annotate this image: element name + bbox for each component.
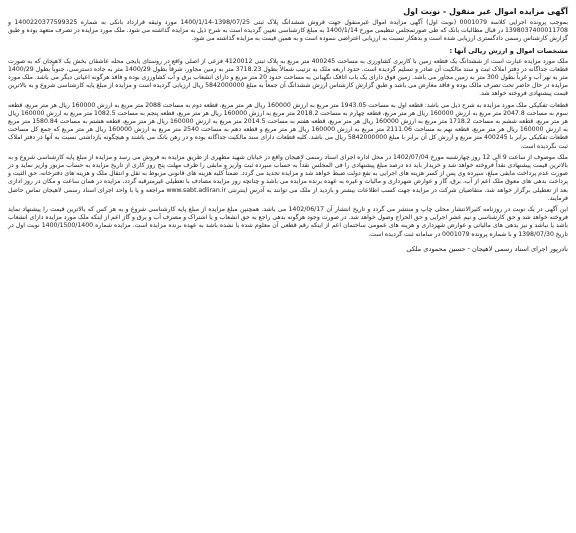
body-paragraph-1: ملک مورد مزایده عبارت است از ششدانگ یک قطعه زمین با کاربری کشاورزی به مساحت 400245 متر مربع به پلاک ثبتی 4120012 فرعی از اصلی واقع در روستای یایجی محله عاشقان بخش یک لاهیجان که به صورت قطعات جداگانه در دفتر املاک ثبت و سند مالکیت آن صادر و تسلیم گردیده است. حدود اربعه ملک به ترتیب شمالاً بطول 3718.23 متر به زمین مجاور، شرقاً بطول 1400/29 متر به جاده دسترسی، جنوباً بطول 1400/29 متر به نهر آب و غرباً بطول 300 متر به زمین مجاور می باشد. زمین فوق دارای یک باب اتاقک نگهبانی به مساحت حدود 20 متر مربع و دارای انشعاب برق و آب کشاورزی بوده و فاقد هرگونه اعیانی دیگر می باشد. ملک مورد مزایده در حال حاضر تحت تصرف مالک بوده و فاقد معارض می باشد و طبق گزارش کارشناس ارزش ششدانگ آن جمعاً به مبلغ 5842000000 ریال ارزیابی گردیده است و مزایده از مبلغ پایه کارشناسی شروع و به بالاترین قیمت پیشنهادی فروخته خواهد شد. [8,57,569,98]
signature-line: نادرپور اجرای اسناد رسمی لاهیجان - حسین محمودی ملکی [406,244,568,253]
intro-paragraph: بموجب پرونده اجرایی کلاسه 0001079 (نوبت اول) آگهی مزایده اموال غیرمنقول جهت فروش ششدانگ پلاک ثبتی 1398/07/25-1400/1/14 مورد وثیقه قرارداد بانکی به شماره 1400220377599325 و 1398037400011708 در قبال مطالبات بانک که طی صورتمجلس تنظیمی مورخ 1400/1/14 به مبلغ کارشناسی تعیین گردیده است به شرح ذیل به مزایده گذاشته می شود. ملک مورد مزایده در تصرف متعهد بوده و طبق گزارش کارشناس رسمی دادگستری ارزیابی شده است و بدهکار نسبت به ارزیابی اعتراضی ننموده است و به همین قیمت به مزایده گذاشته می شود. [8,19,568,43]
body-paragraph-2: قطعات تفکیکی ملک مورد مزایده به شرح ذیل می باشد: قطعه اول به مساحت 1943.05 متر مربع به ارزش 160000 ریال هر متر مربع، قطعه دوم به مساحت 2088 متر مربع به ارزش 160000 ریال هر متر مربع، قطعه سوم به مساحت 2047.8 متر مربع به ارزش 160000 ریال هر متر مربع، قطعه چهارم به مساحت 2018.2 متر مربع به ارزش 160000 ریال هر متر مربع، قطعه پنجم به مساحت 1082.5 متر مربع به ارزش 160000 ریال هر متر مربع، قطعه ششم به مساحت 1718.2 متر مربع به ارزش 160000 ریال هر متر مربع، قطعه هفتم به مساحت 2014.5 متر مربع به ارزش 160000 ریال هر متر مربع، قطعه هشتم به مساحت 1580.84 متر مربع به ارزش 160000 ریال هر متر مربع، قطعه نهم به مساحت 2111.06 متر مربع به ارزش 160000 ریال هر متر مربع و قطعه دهم به مساحت 2540 متر مربع به ارزش 160000 ریال هر متر مربع که جمع کل مساحت قطعات تفکیکی برابر با 400245 متر مربع و ارزش کل آن برابر با مبلغ 5842000000 ریال می باشد. کلیه قطعات دارای سند مالکیت جداگانه بوده و در رهن بانک می باشند و هیچگونه بازداشتی نسبت به آنها در دفتر املاک ثبت نگردیده است. [8,101,569,150]
body-paragraph-3: ملک موصوف از ساعت 9 الی 12 روز چهارشنبه مورخ 1402/07/04 در محل اداره اجرای اسناد رسمی لاهیجان واقع در خیابان شهید مطهری از طریق مزایده به فروش می رسد و مزایده از مبلغ پایه کارشناسی شروع و به بالاترین قیمت پیشنهادی نقداً فروخته خواهد شد و خریدار باید ده درصد مبلغ پیشنهادی را فی المجلس نقداً به حساب سپرده ثبت واریز و مابقی را ظرف مهلت پنج روز کاری از تاریخ مزایده به حساب مزبور واریز نماید و در صورت عدم پرداخت مابقی مبلغ، سپرده وی پس از کسر هزینه های اجرایی به نفع دولت ضبط خواهد شد و مزایده تجدید می گردد. ضمناً کلیه هزینه های قانونی مربوط به نقل و انتقال ملک و هزینه های دفترخانه، حق الثبت و پرداخت بدهی های معوق ملک اعم از آب، برق، گاز و عوارض شهرداری و مالیات و غیره به عهده برنده مزایده می باشد و چنانچه روز مزایده مصادف با تعطیلی غیرمترقبه گردد، مزایده در همان ساعت و مکان در روز اداری بعد از تعطیلی برگزار خواهد شد. متقاضیان شرکت در مزایده جهت کسب اطلاعات بیشتر و بازدید از ملک می توانند به آدرس اینترنتی www.sabt.adliran.ir مراجعه و یا با واحد اجرای اسناد رسمی لاهیجان تماس حاصل فرمایند. [8,153,568,202]
section-heading: مشخصات اموال و ارزش ریالی آنها : [449,46,568,55]
body-paragraph-4: این آگهی در یک نوبت در روزنامه کثیرالانتشار محلی چاپ و منتشر می گردد و تاریخ انتشار آن 1402/06/17 می باشد. همچنین مبلغ مزایده از مبلغ پایه کارشناسی شروع و به هر کس که بالاترین قیمت را پیشنهاد نماید فروخته خواهد شد و حق کارشناسی و نیم عشر اجرایی و حق الحراج وصول خواهد شد. در صورت وجود هرگونه بدهی راجع به حق انشعاب و یا اشتراک و مصرف آب و برق و گاز اعم از اینکه ملک مورد مزایده دارای انشعاب باشد یا نباشد و نیز بدهی های مالیاتی و عوارض شهرداری و هزینه های عمومی ساختمان اعم از اینکه رقم قطعی آن معلوم شده یا نشده باشد به عهده برنده مزایده است. مزایده شماره 1400/1500/1400 نوبت اول در تاریخ 1398/07/30 و با شماره پرونده 0001079 در سامانه ثبت گردیده است. [8,206,569,238]
document-title: آگهی مزایده اموال غیر منقول - نوبت اول [403,7,568,16]
